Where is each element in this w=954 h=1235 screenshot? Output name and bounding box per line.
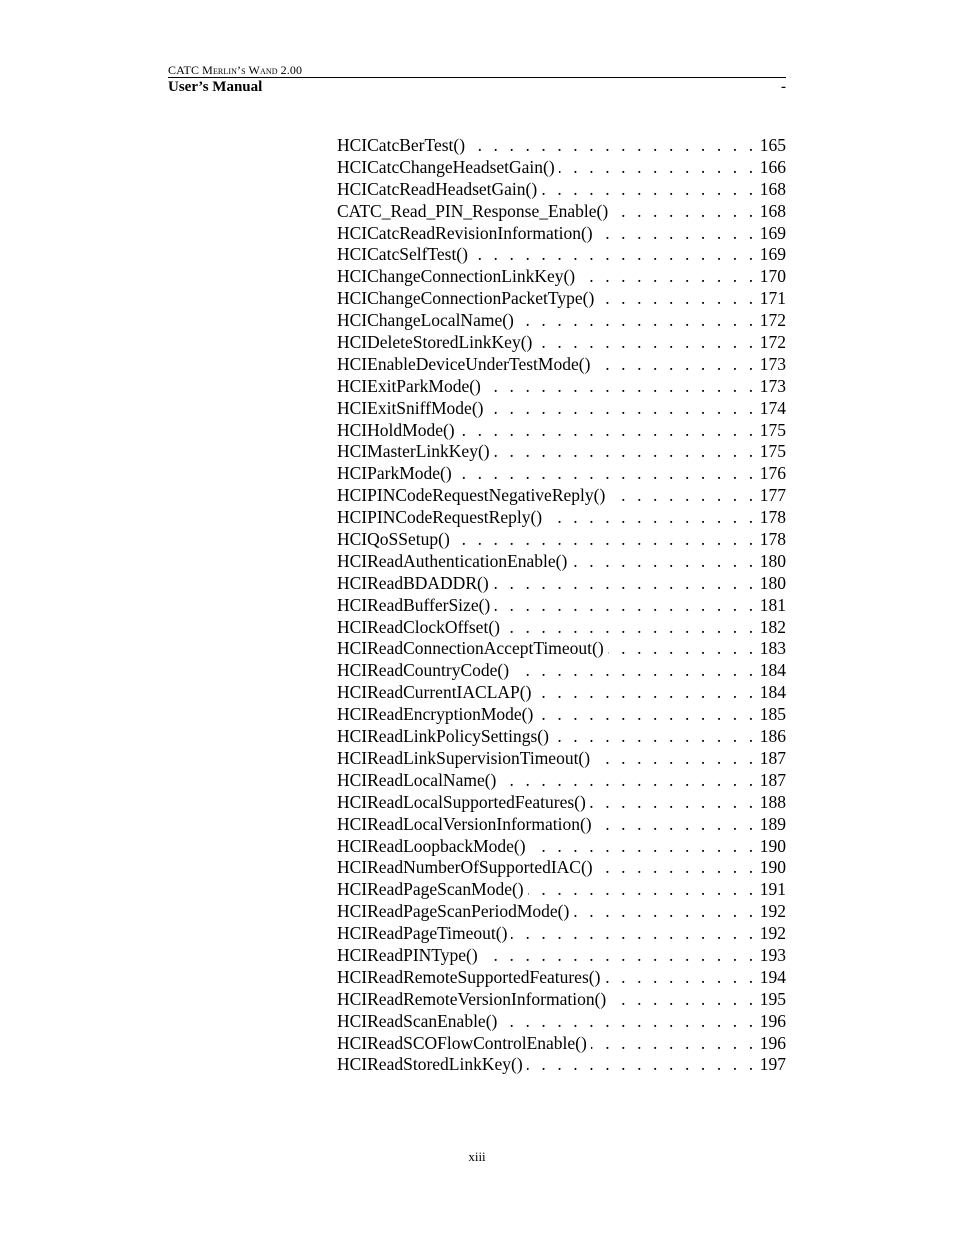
toc-entry-page: 180 xyxy=(759,550,786,571)
toc-entry-title: HCIQoSSetup() xyxy=(337,529,450,550)
toc-entry[interactable] xyxy=(337,398,786,420)
toc-entry-title: HCIReadLinkSupervisionTimeout() xyxy=(337,747,591,768)
toc-entry[interactable] xyxy=(337,1054,786,1076)
toc-entry-title: HCIReadBufferSize() xyxy=(337,594,491,615)
toc-entry-page: 171 xyxy=(759,288,786,309)
toc-entry-page: 168 xyxy=(759,200,786,221)
toc-entry-title: HCIReadAuthenticationEnable() xyxy=(337,550,568,571)
dot-leader xyxy=(546,507,757,529)
toc-entry-title: HCIReadLoopbackMode() xyxy=(337,835,526,856)
dot-leader xyxy=(530,836,757,858)
toc-entry-page: 173 xyxy=(759,375,786,396)
toc-entry[interactable] xyxy=(337,551,786,573)
toc-entry[interactable] xyxy=(337,792,786,814)
toc-entry-title: HCICatcBerTest() xyxy=(337,135,466,155)
toc-entry-title: HCICatcReadHeadsetGain() xyxy=(337,178,538,199)
dot-leader xyxy=(594,748,757,770)
dot-leader xyxy=(541,179,757,201)
toc-entry[interactable] xyxy=(337,529,786,551)
toc-entry-page: 193 xyxy=(759,944,786,965)
dot-leader xyxy=(559,157,757,179)
dot-leader xyxy=(501,1011,756,1033)
toc-entry[interactable] xyxy=(337,836,786,858)
dot-leader xyxy=(608,638,757,660)
dot-leader xyxy=(518,310,757,332)
toc-entry-title: HCIReadPageScanPeriodMode() xyxy=(337,901,570,922)
toc-entry-page: 175 xyxy=(759,419,786,440)
manual-title: User’s Manual xyxy=(168,79,263,95)
toc-entry-title: HCIExitParkMode() xyxy=(337,375,481,396)
toc-entry-page: 196 xyxy=(759,1032,786,1053)
dot-leader xyxy=(494,595,757,617)
toc-entry-page: 183 xyxy=(759,638,786,659)
toc-entry[interactable] xyxy=(337,726,786,748)
toc-entry-title: HCIReadLocalVersionInformation() xyxy=(337,813,592,834)
toc-entry-page: 189 xyxy=(759,813,786,834)
dot-leader xyxy=(571,551,756,573)
toc-entry-title: CATC_Read_PIN_Response_Enable() xyxy=(337,200,609,221)
dot-leader xyxy=(527,1054,757,1076)
toc-entry[interactable] xyxy=(337,441,786,463)
toc-entry-title: HCIReadRemoteVersionInformation() xyxy=(337,988,607,1009)
toc-entry-page: 177 xyxy=(759,485,786,506)
toc-entry[interactable] xyxy=(337,945,786,967)
toc-entry[interactable] xyxy=(337,244,786,266)
toc-entry-title: HCIReadClockOffset() xyxy=(337,616,500,637)
toc-entry-title: HCIReadPageTimeout() xyxy=(337,923,508,944)
toc-entry[interactable] xyxy=(337,814,786,836)
toc-entry-page: 168 xyxy=(759,178,786,199)
toc-entry[interactable] xyxy=(337,310,786,332)
dot-leader xyxy=(535,682,756,704)
toc-entry-page: 192 xyxy=(759,901,786,922)
dot-leader xyxy=(494,441,757,463)
dot-leader xyxy=(596,814,757,836)
toc-entry-page: 175 xyxy=(759,441,786,462)
toc-entry-title: HCIReadCountryCode() xyxy=(337,660,510,681)
toc-entry-page: 187 xyxy=(759,747,786,768)
toc-entry[interactable] xyxy=(337,638,786,660)
dot-leader xyxy=(469,135,757,157)
dot-leader xyxy=(454,529,757,551)
toc-entry-page: 176 xyxy=(759,463,786,484)
dot-leader xyxy=(528,879,757,901)
toc-entry[interactable] xyxy=(337,967,786,989)
dot-leader xyxy=(485,376,757,398)
dot-leader xyxy=(610,989,757,1011)
dot-leader xyxy=(612,201,757,223)
toc-entry-title: HCIExitSniffMode() xyxy=(337,397,484,418)
toc-entry-page: 197 xyxy=(759,1054,786,1075)
toc-entry[interactable] xyxy=(337,617,786,639)
dot-leader xyxy=(597,857,757,879)
toc-entry-title: HCIMasterLinkKey() xyxy=(337,441,490,462)
toc-entry-page: 174 xyxy=(759,397,786,418)
toc-entry-title: HCICatcSelfTest() xyxy=(337,244,468,265)
dot-leader xyxy=(513,660,757,682)
toc-entry-title: HCIReadConnectionAcceptTimeout() xyxy=(337,638,604,659)
toc-entry[interactable] xyxy=(337,879,786,901)
toc-entry-title: HCIChangeConnectionLinkKey() xyxy=(337,266,576,287)
toc-entry-title: HCIReadBDADDR() xyxy=(337,572,489,593)
toc-entry-title: HCIChangeConnectionPacketType() xyxy=(337,288,595,309)
dot-leader xyxy=(609,485,756,507)
toc-entry-page: 184 xyxy=(759,682,786,703)
toc-entry-page: 191 xyxy=(759,879,786,900)
dot-leader xyxy=(537,704,756,726)
toc-entry[interactable] xyxy=(337,266,786,288)
toc-entry[interactable] xyxy=(337,748,786,770)
toc-entry[interactable] xyxy=(337,420,786,442)
toc-entry-title: HCIReadCurrentIACLAP() xyxy=(337,682,532,703)
toc-entry-page: 190 xyxy=(759,857,786,878)
toc-entry[interactable] xyxy=(337,660,786,682)
dot-leader xyxy=(504,617,757,639)
dot-leader xyxy=(472,244,757,266)
toc-entry[interactable] xyxy=(337,507,786,529)
toc-entry-page: 181 xyxy=(759,594,786,615)
toc-entry-page: 172 xyxy=(759,332,786,353)
toc-entry-title: HCIReadStoredLinkKey() xyxy=(337,1054,523,1075)
toc-entry-page: 165 xyxy=(759,135,786,155)
dot-leader xyxy=(511,923,756,945)
toc-entry[interactable] xyxy=(337,135,786,157)
toc-entry-page: 186 xyxy=(759,726,786,747)
dot-leader xyxy=(594,354,756,376)
toc-entry[interactable] xyxy=(337,1011,786,1033)
toc-entry-title: HCIReadPageScanMode() xyxy=(337,879,524,900)
toc-entry[interactable] xyxy=(337,573,786,595)
toc-entry[interactable] xyxy=(337,179,786,201)
toc-entry-title: HCIPINCodeRequestReply() xyxy=(337,507,543,528)
table-of-contents xyxy=(337,135,786,1076)
dot-leader xyxy=(500,770,756,792)
toc-entry-title: HCIPINCodeRequestNegativeReply() xyxy=(337,485,606,506)
toc-entry[interactable] xyxy=(337,857,786,879)
toc-entry[interactable] xyxy=(337,682,786,704)
toc-entry-title: HCIParkMode() xyxy=(337,463,452,484)
toc-entry[interactable] xyxy=(337,201,786,223)
dot-leader xyxy=(591,1033,757,1055)
toc-entry-page: 172 xyxy=(759,310,786,331)
toc-entry-title: HCIHoldMode() xyxy=(337,419,455,440)
toc-entry-title: HCIDeleteStoredLinkKey() xyxy=(337,332,533,353)
dot-leader xyxy=(579,266,757,288)
toc-entry-title: HCICatcChangeHeadsetGain() xyxy=(337,156,555,177)
toc-entry[interactable] xyxy=(337,485,786,507)
toc-entry-title: HCIReadLocalName() xyxy=(337,769,497,790)
toc-entry-title: HCIEnableDeviceUnderTestMode() xyxy=(337,353,591,374)
toc-entry[interactable] xyxy=(337,463,786,485)
toc-entry[interactable] xyxy=(337,332,786,354)
toc-entry-title: HCIReadRemoteSupportedFeatures() xyxy=(337,966,601,987)
product-title: CATC Merlin’s Wand 2.00 xyxy=(168,63,303,77)
toc-entry[interactable] xyxy=(337,376,786,398)
header-bottom-line xyxy=(168,78,786,96)
toc-entry-title: HCIReadScanEnable() xyxy=(337,1010,498,1031)
toc-entry[interactable] xyxy=(337,354,786,376)
dot-leader xyxy=(597,223,757,245)
toc-entry-title: HCICatcReadRevisionInformation() xyxy=(337,222,593,243)
dot-leader xyxy=(573,901,756,923)
dot-leader xyxy=(493,573,757,595)
toc-entry-page: 195 xyxy=(759,988,786,1009)
toc-entry[interactable] xyxy=(337,595,786,617)
toc-entry[interactable] xyxy=(337,223,786,245)
toc-entry-page: 169 xyxy=(759,244,786,265)
toc-entry[interactable] xyxy=(337,288,786,310)
toc-entry-title: HCIReadEncryptionMode() xyxy=(337,704,534,725)
dot-leader xyxy=(459,420,757,442)
toc-entry[interactable] xyxy=(337,770,786,792)
toc-entry[interactable] xyxy=(337,704,786,726)
toc-entry-page: 166 xyxy=(759,156,786,177)
toc-entry-title: HCIReadLinkPolicySettings() xyxy=(337,726,549,747)
toc-entry-page: 190 xyxy=(759,835,786,856)
toc-entry-page: 178 xyxy=(759,529,786,550)
toc-entry-title: HCIReadSCOFlowControlEnable() xyxy=(337,1032,587,1053)
header-marker: - xyxy=(781,79,786,95)
toc-entry-title: HCIChangeLocalName() xyxy=(337,310,514,331)
toc-entry[interactable] xyxy=(337,989,786,1011)
dot-leader xyxy=(590,792,757,814)
toc-entry-page: 185 xyxy=(759,704,786,725)
toc-entry-page: 170 xyxy=(759,266,786,287)
dot-leader xyxy=(604,967,756,989)
toc-entry-page: 180 xyxy=(759,572,786,593)
toc-entry-page: 188 xyxy=(759,791,786,812)
toc-entry-title: HCIReadLocalSupportedFeatures() xyxy=(337,791,586,812)
dot-leader xyxy=(456,463,757,485)
toc-entry-title: HCIReadPINType() xyxy=(337,944,478,965)
toc-entry[interactable] xyxy=(337,157,786,179)
toc-entry[interactable] xyxy=(337,901,786,923)
toc-entry-page: 182 xyxy=(759,616,786,637)
dot-leader xyxy=(482,945,757,967)
toc-entry-page: 169 xyxy=(759,222,786,243)
toc-entry-page: 173 xyxy=(759,353,786,374)
toc-entry-page: 178 xyxy=(759,507,786,528)
toc-entry-page: 192 xyxy=(759,923,786,944)
toc-entry-page: 184 xyxy=(759,660,786,681)
toc-entry[interactable] xyxy=(337,1033,786,1055)
dot-leader xyxy=(536,332,756,354)
toc-entry-page: 187 xyxy=(759,769,786,790)
toc-entry[interactable] xyxy=(337,923,786,945)
dot-leader xyxy=(598,288,756,310)
page-number: xiii xyxy=(468,1149,486,1164)
dot-leader xyxy=(487,398,756,420)
dot-leader xyxy=(553,726,757,748)
toc-entry-title: HCIReadNumberOfSupportedIAC() xyxy=(337,857,593,878)
running-header xyxy=(168,63,786,96)
toc-entry-page: 194 xyxy=(759,966,786,987)
toc-entry-page: 196 xyxy=(759,1010,786,1031)
